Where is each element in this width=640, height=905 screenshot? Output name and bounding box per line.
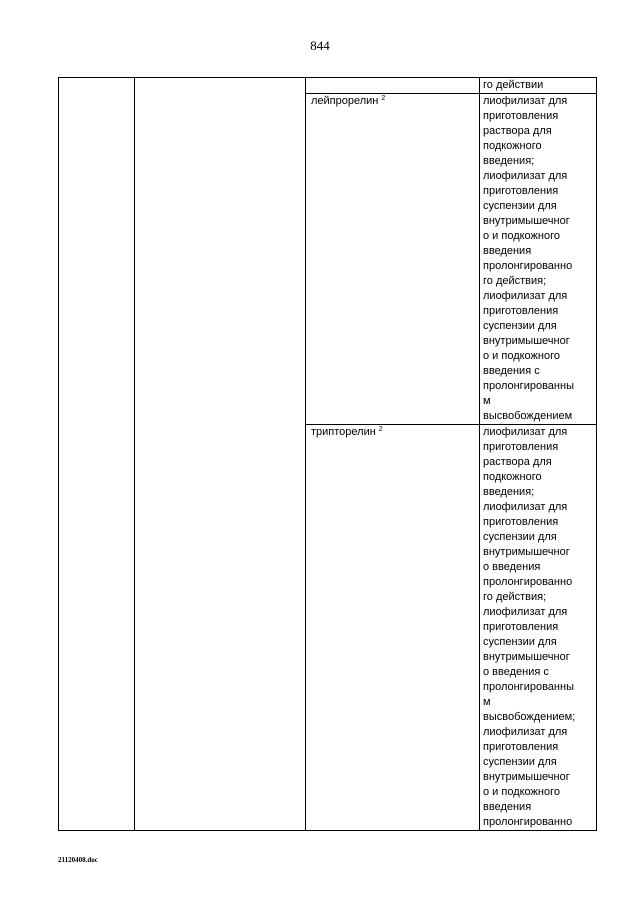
dosage-form-line: м (483, 395, 491, 407)
dosage-form-line: подкожного (483, 140, 542, 152)
dosage-form-line: лиофилизат для (483, 95, 568, 107)
dosage-form-line: высвобождением; (483, 711, 576, 723)
dosage-form-line: пролонгированно (483, 260, 573, 272)
dosage-form-line: внутримышечног (483, 771, 570, 783)
dosage-form-line: о и подкожного (483, 230, 560, 242)
drug-name-cell-empty (306, 78, 480, 94)
dosage-form-line: лиофилизат для (483, 501, 568, 513)
dosage-form-line: введения; (483, 486, 535, 498)
drug-table (58, 77, 597, 831)
dosage-form-line: пролонгированны (483, 681, 574, 693)
footnote-mark: 2 (378, 426, 383, 433)
dosage-form-line: о введения (483, 561, 541, 573)
drug-name-cell (306, 425, 480, 831)
atc-group-cell (135, 78, 306, 831)
dosage-form-line: раствора для (483, 456, 552, 468)
dosage-form-line: лиофилизат для (483, 606, 568, 618)
dosage-form-line: пролонгированно (483, 816, 573, 828)
drug-name: лейпрорелин (311, 95, 379, 107)
dosage-form-cell (480, 425, 597, 831)
dosage-form-list (483, 94, 596, 424)
dosage-form-line: го действии (483, 79, 544, 91)
dosage-form-line: лиофилизат для (483, 426, 568, 438)
dosage-form-line: пролонгированны (483, 380, 574, 392)
dosage-form-line: о введения с (483, 666, 549, 678)
dosage-form-line: внутримышечног (483, 215, 570, 227)
dosage-form-line: внутримышечног (483, 546, 570, 558)
dosage-form-line: лиофилизат для (483, 726, 568, 738)
dosage-form-line: внутримышечног (483, 335, 570, 347)
dosage-form-line: внутримышечног (483, 651, 570, 663)
dosage-form-line: лиофилизат для (483, 290, 568, 302)
dosage-form-line: введения (483, 801, 532, 813)
dosage-form-line: приготовления (483, 741, 559, 753)
atc-code-cell (59, 78, 135, 831)
dosage-form-line: суспензии для (483, 200, 557, 212)
dosage-form-line: раствора для (483, 125, 552, 137)
dosage-form-cell (480, 94, 597, 425)
dosage-form-line: суспензии для (483, 531, 557, 543)
dosage-form-line: м (483, 696, 491, 708)
footer-file-name: 21120408.doc (58, 856, 98, 864)
drug-name-cell (306, 94, 480, 425)
dosage-form-line: суспензии для (483, 636, 557, 648)
dosage-form-list (483, 425, 596, 830)
dosage-form-line: введения; (483, 155, 535, 167)
dosage-form-line: приготовления (483, 621, 559, 633)
dosage-form-line: подкожного (483, 471, 542, 483)
dosage-form-line: приготовления (483, 110, 559, 122)
dosage-form-line: суспензии для (483, 320, 557, 332)
footnote-mark: 2 (381, 95, 386, 102)
dosage-form-line: приготовления (483, 305, 559, 317)
dosage-form-line: введения (483, 245, 532, 257)
dosage-form-line: го действия; (483, 275, 547, 287)
table-row-continuation (59, 78, 597, 94)
dosage-form-cell-continuation (480, 78, 597, 94)
dosage-form-line: о и подкожного (483, 350, 560, 362)
dosage-form-line: лиофилизат для (483, 170, 568, 182)
drug-name: трипторелин (311, 426, 376, 438)
dosage-form-line: приготовления (483, 516, 559, 528)
dosage-form-line: приготовления (483, 185, 559, 197)
dosage-form-line: го действия; (483, 591, 547, 603)
dosage-form-line: введения с (483, 365, 540, 377)
dosage-form-line: суспензии для (483, 756, 557, 768)
dosage-form-line: о и подкожного (483, 786, 560, 798)
page-number: 844 (310, 38, 330, 53)
dosage-form-line: приготовления (483, 441, 559, 453)
dosage-form-line: пролонгированно (483, 576, 573, 588)
dosage-form-line: высвобождением (483, 410, 573, 422)
